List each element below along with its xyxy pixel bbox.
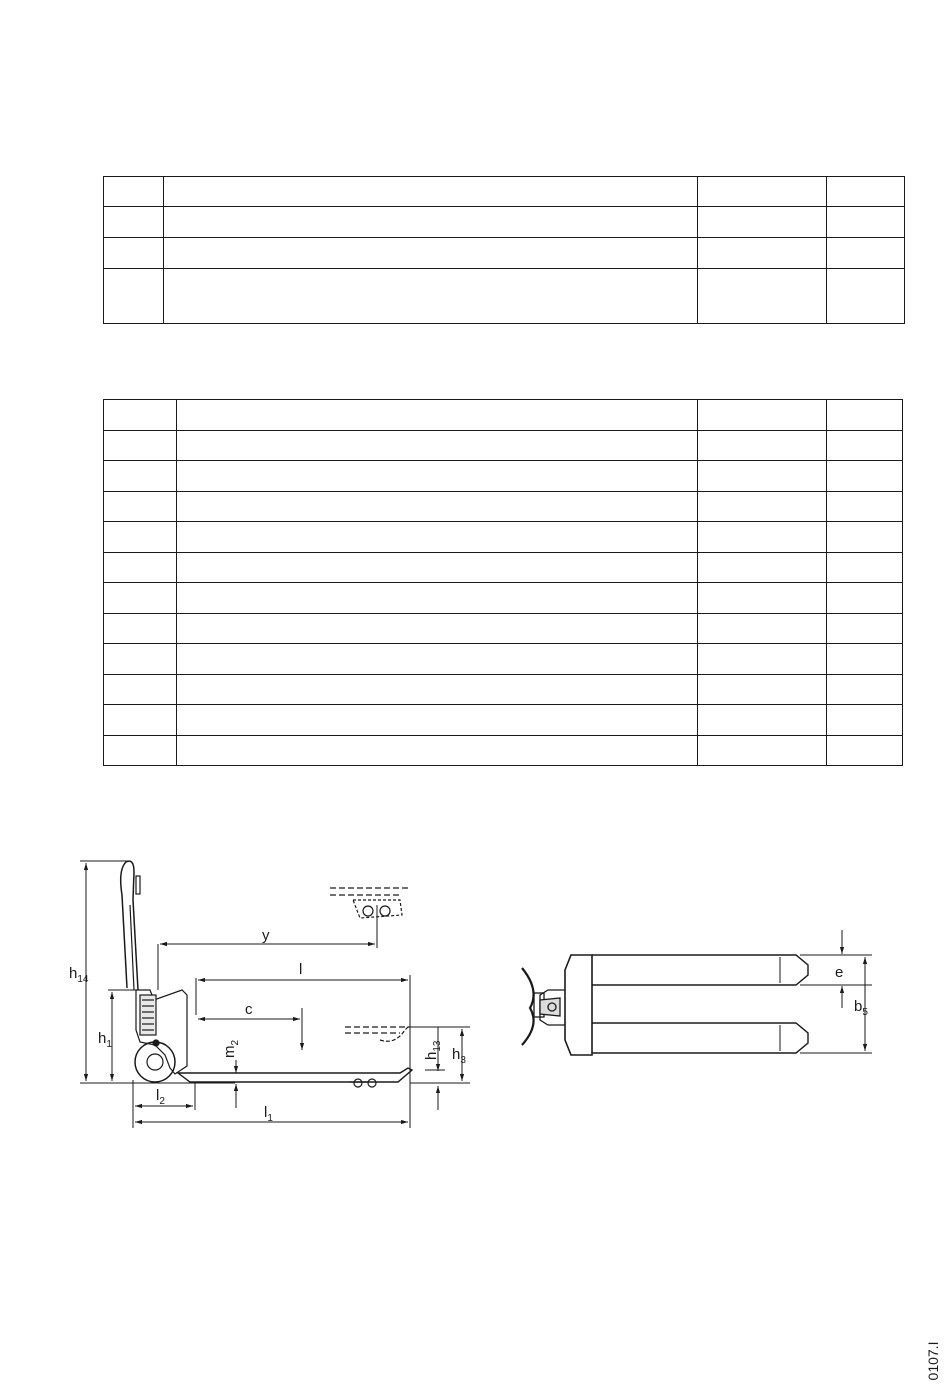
pallet-truck-drawing (0, 840, 950, 1150)
table-cell (177, 431, 698, 461)
table-cell (164, 207, 698, 238)
table-row (104, 492, 903, 522)
table-cell (698, 583, 827, 614)
table-cell (698, 461, 827, 492)
table-cell (827, 492, 903, 522)
fork-lower (592, 1023, 808, 1053)
table-cell (104, 177, 164, 207)
table-row (104, 177, 905, 207)
table-cell (177, 736, 698, 766)
table-cell (698, 269, 827, 324)
table-cell (177, 553, 698, 583)
table-cell (827, 207, 905, 238)
steer-wheel (135, 1042, 175, 1082)
table-row (104, 614, 903, 644)
tiller-grip (522, 968, 534, 1045)
table-cell (827, 705, 903, 736)
table-cell (104, 269, 164, 324)
dim-label-b5: $b_5$ (854, 998, 868, 1018)
top-view (522, 930, 872, 1055)
table-cell (177, 583, 698, 614)
table-cell (104, 583, 177, 614)
table-cell (698, 705, 827, 736)
table-cell (104, 431, 177, 461)
spec-table-2 (103, 399, 903, 766)
table-cell (698, 614, 827, 644)
table-cell (698, 492, 827, 522)
chassis (565, 955, 592, 1055)
dim-label-l: l (299, 961, 303, 978)
dim-label-c: c (245, 1001, 253, 1018)
table-cell (164, 177, 698, 207)
table-cell (698, 553, 827, 583)
table-cell (827, 461, 903, 492)
dim-label-m2: $m_2$ (221, 1039, 241, 1058)
table-cell (104, 522, 177, 553)
table-cell (104, 675, 177, 705)
table-cell (104, 614, 177, 644)
table-cell (177, 522, 698, 553)
table-cell (698, 238, 827, 269)
tiller-handle (121, 861, 138, 990)
table-cell (698, 675, 827, 705)
table-row (104, 400, 903, 431)
fork (178, 1068, 412, 1082)
dim-label-h3: $h_3$ (452, 1046, 466, 1066)
table-cell (177, 644, 698, 675)
fork-upper (592, 955, 808, 985)
table-cell (104, 400, 177, 431)
table-cell (177, 675, 698, 705)
table-cell (827, 177, 905, 207)
table-cell (827, 736, 903, 766)
table-cell (698, 736, 827, 766)
table-cell (177, 492, 698, 522)
table-cell (827, 400, 903, 431)
table-cell (104, 492, 177, 522)
table-cell (104, 553, 177, 583)
table-row (104, 583, 903, 614)
table-cell (104, 207, 164, 238)
dim-label-e: e (835, 964, 844, 981)
table-cell (104, 705, 177, 736)
table-cell (698, 644, 827, 675)
table-cell (827, 522, 903, 553)
table-cell (177, 705, 698, 736)
table-cell (698, 177, 827, 207)
table-cell (698, 522, 827, 553)
table-cell (827, 675, 903, 705)
side-view (69, 861, 470, 1128)
table-row (104, 207, 905, 238)
table-cell (698, 207, 827, 238)
table-row (104, 269, 905, 324)
dim-label-h1: $h_1$ (98, 1030, 112, 1050)
table-row (104, 644, 903, 675)
table-cell (177, 614, 698, 644)
dim-label-y: y (262, 927, 270, 944)
table-row (104, 431, 903, 461)
table-row (104, 522, 903, 553)
document-code: 0107.I (925, 1341, 941, 1381)
table-cell (827, 614, 903, 644)
table-cell (827, 269, 905, 324)
table-cell (827, 644, 903, 675)
table-row (104, 736, 903, 766)
table-cell (827, 583, 903, 614)
table-cell (104, 461, 177, 492)
table-row (104, 238, 905, 269)
table-cell (827, 238, 905, 269)
dim-label-h13: $h_{13}$ (423, 1040, 443, 1060)
table-cell (177, 400, 698, 431)
table-row (104, 675, 903, 705)
table-cell (104, 736, 177, 766)
table-cell (164, 238, 698, 269)
table-cell (698, 431, 827, 461)
dim-label-h14: $h_{14}$ (69, 965, 89, 985)
dim-label-l1: $l_1$ (264, 1104, 273, 1124)
table-row (104, 461, 903, 492)
table-row (104, 553, 903, 583)
table-cell (827, 431, 903, 461)
table-cell (104, 238, 164, 269)
table-cell (104, 644, 177, 675)
dim-label-l2: $l_2$ (156, 1087, 165, 1107)
table-cell (698, 400, 827, 431)
table-cell (164, 269, 698, 324)
table-cell (177, 461, 698, 492)
table-row (104, 705, 903, 736)
table-cell (827, 553, 903, 583)
spec-table-1 (103, 176, 905, 324)
